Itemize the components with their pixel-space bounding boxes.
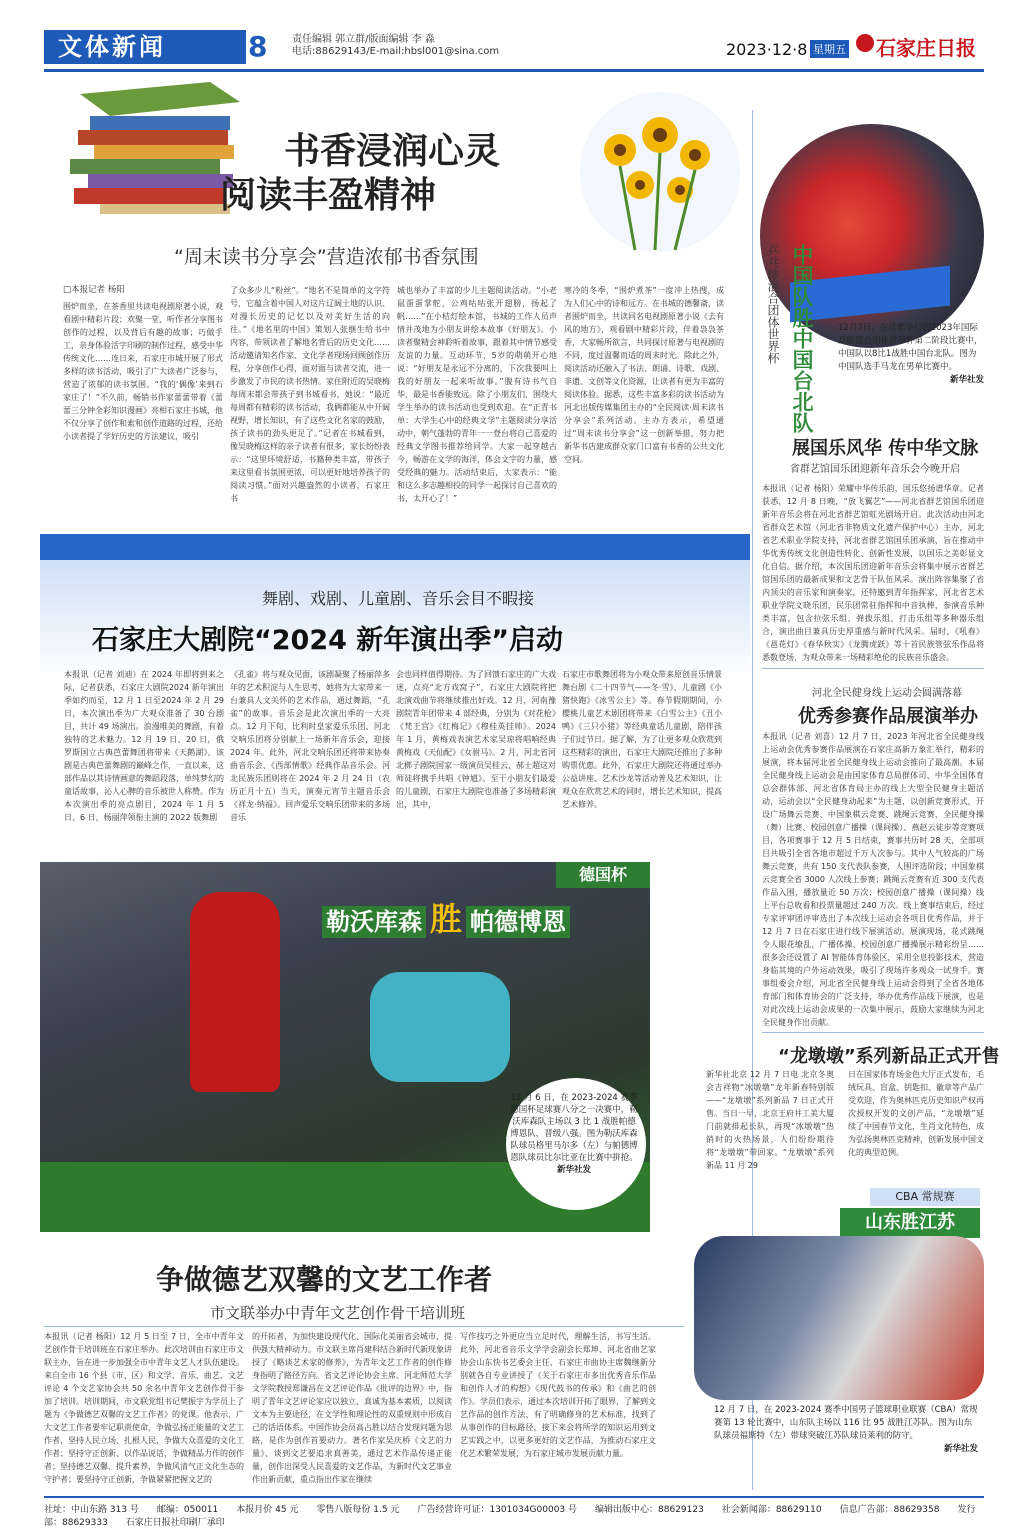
culture-headline: 争做德艺双馨的文艺工作者 [156,1263,493,1296]
art3-headline: 展国乐风华 传中华文脉 [792,438,979,459]
cba-label: CBA 常规赛 [870,1188,980,1206]
theatre-col-1: 本报讯（记者 刘迪）在 2024 年即将到来之际，记者获悉，石家庄大剧院2024 新年演出季如约而至，12 月 1 日至2024 年 2 月 29 日，本次演出季为广大观众准备了 30 台剧目，共计 49 场演出。浪漫唯美的舞剧，有着独特的艺术魅力。12 月 19 日、20 日，俄罗斯国立古典芭蕾舞团将带来《天鹅湖》，该剧是古典芭蕾舞剧的巅峰之作，一直以来，这部作品以其诗情画意的舞蹈段落，单纯梦幻的童话故事，沁人心脾的音乐被世人称赞。作为本次演出季的亮点剧目，2024 年 1 月 5 日、6 日，杨丽萍领衔主演的 2022 版舞剧 [64,670,224,822]
dragon-body-2: 日在国家体育场金色大厅正式发布，毛绒玩具、盲盒、钥匙扣、徽章等产品广受欢迎，作为奥林匹克历史知识产权再次授权开发的文创产品，“龙墩墩”延续了中国春节文化，生肖文化特色，成为弘扬奥林匹克精神，创新发展中国文化的典型范例。 [848,1070,984,1157]
article-1-col-3: 城也举办了丰富的少儿主题阅读活动。“小老鼠蛋蛋掌舵，公鸡咕咕张开翅膀，扬起了帆……”在小桔灯绘本馆，书城的工作人员声情并茂地为小朋友讲绘本故事《好朋友》。小读者聚精会神聆听着故事，跟着其中情节感受友谊的力量。互动环节，5岁的萌萌开心地说：“好朋友是永远不分离的，下次我要叫上我的好朋友一起来听故事。”腹有诗书气自华，最是书香能致远。除了小朋友们，围绕大学生举办的读书活动也受到欢迎。在“正青书单：大学生心中的经典文学”主题阅读分享活动中，朝气蓬勃的青年一一登台将自己喜爱的经典文学图书推荐给同学。大家一起穿越古今，畅游在文学的海洋，体会文字的力量，感受经典的魅力。活动结束后，大家表示：“能和这么多志趣相投的同学一起探讨自己喜欢的书，太开心了！” [397,286,557,503]
issue-date: 2023·12·8 [726,40,808,59]
page-number: 8 [248,30,268,63]
culture-col-3: 写作技巧之外更应当立足时代，理解生活，书写生活。此外，河北省音乐文学学会副会长郑坤、河北省曲艺家协会山东快书艺委会主任、石家庄市曲协主席魏继新分别就各自专业讲授了《关于石家庄市多出优秀音乐作品和创作人才的构想》《现代鼓书的传承》和《曲艺的创作》。学员们表示，通过本次培训开拓了眼界，了解到文艺作品的创作方法、有了明确修身的艺术标准，找到了从事创作的目标路径，接下来会将所学的知识运用到文艺实践之中，以更多更好的文艺作品，为推动石家庄文化艺术繁荣发展，为石家庄城市发展贡献力量。 [460,1332,656,1458]
newspaper-logo-icon [856,34,874,52]
dragon-body-1: 新华社北京 12 月 7 日电 北京冬奥会吉祥物“冰墩墩”龙年新春特别版——“龙墩墩”系列新品 7 日正式开售。当日一早，北京王府井工美大厦门前就排起长队，再现“冰墩墩”热销时的火热场景，人们纷纷期待将“龙墩墩”带回家。“龙墩墩”系列新品 11 月 29 [706,1070,834,1170]
dragon-headline: “龙墩墩”系列新品正式开售 [778,1046,1000,1067]
fitness-body: 本报讯（记者 刘喜）12 月 7 日，2023 年河北省全民健身线上运动会优秀参赛作品展演在石家庄高新万象汇举行，精彩的展演，将本届河北省全民健身线上运动会推向了最高潮。本届全民健身线上运动会是由国家体育总局群体司、中华全国体育总会群体部、河北省体育局主办的线上大型全民健身主题活动，运动会以“全民健身动起来”为主题，以创新竞赛形式，开设广场舞云竞赛、中国象棋云竞赛、跳绳云竞赛、全民健身操（舞）比赛、校园创意广播操（课间操）、燕赵云徒步等竞赛项目，各项赛事于 12 月 5 日结束，赛事共历时 28 天，全部项目共吸引全省各地市超过千万人次参与。其中人气较高的广场舞云竞赛，共有 150 支代表队参赛，人围评选阶段；中国象棋云竞赛全省 3000 人次线上参赛；跳绳云竞赛有近 300 支代表作品入围，播放量近 50 万次；校园创意广播操（课间操）线上平台总收看和投票量超过 240 万次。线上赛事结束后，经过专家评审团评审选出了本次线上运动会各项目优秀作品，并于 12 月 7 日在石家庄进行线下展演活动。展演现场，花式跳绳令人眼花缭乱，广播体操、校园创意广播操展示精彩纷呈……很多会还设置了 AI 智能体育体验区，采用全息投影技术，营造身临其境的户外运动效果，吸引了现场许多观众一试身手。赛事组委会介绍，河北省全民健身线上运动会得到了全省各地体育部门和体育协会的广泛支持，举办优秀作品线下展演，也是对此次线上运动会成果的一次集中展示，鼓励大家继续为河北全民健身作出贡献。 [762,732,984,1027]
football-label: 德国杯 [556,862,650,888]
pingpong-caption: 12月7日，在成都举行的2023年国际乒联混合团体世界杯第二阶段比赛中，中国队以8比1战胜中国台北队。图为中国队选手马龙在男单比赛中。 新华社发 [838,323,984,385]
headline-line-2: 阅读丰盈精神 [220,175,437,216]
culture-subheadline: 市文联举办中青年文艺创作骨干培训班 [210,1304,466,1322]
headline-block [220,130,560,218]
fitness-kicker: 河北全民健身线上运动会圆满落幕 [812,688,962,699]
fitness-headline: 优秀参赛作品展演举办 [798,706,978,727]
football-caption: 12 月 6 日，在 2023-2024 赛季德国杯足球赛八分之一决赛中，勒沃库森队主场以 3 比 1 战胜帕德博恩队，晋级八强。图为勒沃库森队球员格里马尔多（左）与帕德博恩队球员比尔比亚在比赛中拼抢。新华社发 [510,1093,638,1175]
article-1-col-1: 围炉而坐，在茶香里共读电视剧原著小说，观看剧中精彩片段；欢聚一堂，听作者分享图书创作的过程，以及背后有趣的故事；巧做手工，亲身体验活字印刷的制作过程，感受中华传统文化……连日来，石家庄市城开展了形式多样的读书活动，吸引了广大读者广泛参与，营造了浓郁的读书氛围。“我的‘偶像’来到石家庄了！”不久前，畅销书作家蕾蕾带着《蕾蕾三分钟全彩知识漫画》亮相石家庄书城，他不仅分享了创作和索和创作道路的过程，还给小读者提了学好历史的方法建议，吸引 [63,302,223,441]
editor-line: 责任编辑 郭立群/版面编辑 李 淼 电话:88629143/E-mail:hbsl001@sina.com [292,34,500,57]
theatre-col-2: 《孔雀》将与观众见面，该剧凝聚了杨丽萍多年的艺术积淀与人生思考，她将为大家带来一台兼具人文关怀的艺术作品，通过舞蹈，“孔雀”的故事。音乐会是此次演出季的一大亮点。12 月下旬，比利时皇家爱乐乐团、河北交响乐团将分别献上一场新年音乐会，迎接 2024 年。此外，河北交响乐团还将带来协奏曲音乐会、《西部情歌》经典作品音乐会。河北民族乐团则将在 2024 年 2 月 24 日（农历正月十五）当天，演奏元宵节主题音乐会《祥龙·纳福》。回声爱乐交响乐团带来的多场音乐 [230,670,390,822]
newspaper-logo: 石家庄日报 [876,36,976,60]
footer-imprint: 社址：中山东路 313 号 邮编：050011 本报月价 45 元 零售八版每份 1.5 元 广告经营许可证：1301034G00003 号 编辑出版中心：88629123 社会新闻部：88629110 信息广告部：88629358 发行部：88629333 石家庄日报社印刷厂承印 [44,1505,976,1528]
theatre-band [40,534,750,562]
culture-col-2: 的开拓者，为加快建设现代化、国际化美丽省会城市，提供强大精神动力。市文联主席肖建科结合新时代新现象讲授了《略谈艺术家的修养》，为青年文艺工作者的创作修身指明了路径方向。省文艺评论协会主席、河北师范大学文学院教授郑谦昌在文艺评论作品《批评的边界》中，指明了青年文艺评论家应以独立、真诚为基本素质，以阅读文本为主要途径，在文学性和理论性的双重规则中形成自己的话语体系。中国作协会员高占胜以结合发现问题为思路，是作为创作首要动力。著名作家吴庆桥《文艺的力量》、谈到文艺要追求真善美，通过艺术作品传递正能量，创作出深受人民喜爱的文艺作品，为新时代文艺事业作出新贡献，重点指出作家在继续 [252,1332,452,1484]
byline: □本报记者 杨阳 [63,285,125,295]
theatre-col-4: 石家庄市歌舞团将为小观众带来原创音乐情景舞台剧《二十四节气——冬·雪》、儿童剧《小猪快跑》《冰雪公主》等。春节假期期间，小樱桃儿童艺术剧团将带来《白雪公主》《丑小鸭》《三只小猪》等经典童话儿童剧，陪伴孩子们过节日。据了解，为了让更多观众欣赏到这些精彩的演出，石家庄大剧院还推出了多种购票优惠。此外，石家庄大剧院还将通过举办公益讲座、艺术沙龙等活动普及艺术知识，让观众在欣赏艺术的同时，增长艺术知识，提高艺术修养。 [562,670,722,809]
weekday-badge: 星期五 [810,40,849,58]
headline-line-1: 书香浸润心灵 [284,131,501,172]
art3-subheadline: 省群艺馆国乐团迎新年音乐会今晚开启 [790,464,960,475]
theatre-col-3: 会也同样值得期待。为了回馈石家庄的广大戏迷，点亮“北方戏窝子”，石家庄大剧院将把北演戏曲节将继续推出好戏。12 月，河南豫剧院青年团带来 4 部经典，分别为《对花枪》《梵王宫》《红梅记》《穆桂英挂帅》。2024 年 1 月，黄梅戏表演艺术家吴琼将唱响经典黄梅戏《天仙配》《女驸马》。2 月，河北省河北梆子剧院国家一级演员吴桂云、郝士超这对师徒将携手共唱《钟馗》。至于小朋友们最爱的儿童剧，石家庄大剧院也准备了多场精彩演出，其中， [396,670,556,809]
cba-photo [694,1236,984,1400]
sunflower-illustration [560,90,760,255]
football-headline: 勒沃库森 胜 帕德博恩 [322,894,570,940]
subheadline: “周末读书分享会”营造浓郁书香氛围 [174,246,479,268]
divider [762,1032,984,1033]
theatre-headline: 石家庄大剧院“2024 新年演出季”启动 [92,625,564,656]
footer-rule [44,1496,984,1498]
theatre-kicker: 舞剧、戏剧、儿童剧、音乐会目不暇接 [262,589,535,608]
section-title: 文体新闻 [58,33,166,61]
header-rule [44,69,984,72]
article-1-col-2: 了众多少儿“粉丝”。“地名不是简单的文字符号，它蕴含着中国人对这片辽阔土地的认识、对漫长历史的记忆以及对美好生活的向往。”《地名里的中国》策划人张继生给书中内容，带领读者了解地名背后的历史文化……活动邀请知名作家、文化学者现场回顾创作历程，分享创作心得，面对面与读者交流，进一步激发了市民的读书热情。家住附近的吴晓梅每周末都会带孩子到书城看书，她说：“最近每周都有精彩的读书活动，我俩都能从中开阔视野，增长知识，有了这些文化名家的鼓励，孩子读书的劲头更足了。”记者在书城看到，像吴晓梅这样的亲子读者有很多，家长纷纷表示：“这里环境舒适，书籍种类丰富，带孩子来这里看书氛围更浓，可以更好地培养孩子的阅读习惯。”面对兴趣盎然的小读者，石家庄书 [230,286,390,503]
cba-caption: 12 月 7 日，在 2023-2024 赛季中国男子篮球职业联赛（CBA）常规赛第 13 轮比赛中，山东队主场以 116 比 95 战胜江苏队。图为山东队球员福斯特（左）带球突破江苏队球员莱利的防守。 新华社发 [714,1405,978,1454]
culture-col-1: 本报讯（记者 杨阳）12 月 5 日至 7 日，全市中青年文艺创作骨干培训班在石家庄举办。此次培训由石家庄市文联主办，旨在进一步加强全市中青年文艺人才队伍建设。来自全市 16 个县（市、区）和文学、音乐、曲艺、文艺评论 4 个文艺家协会共 50 余名中青年文艺创作骨干参加了培训。培训期间，市文联党组书记樊振宇为学员上了题为《争做德艺双馨的文艺工作者》的党课。他表示，广大文艺工作者要牢记职责使命，争做弘扬正能量的文艺工作者，坚持人民立场、扎根人民，争做大众喜爱的文化工作者；坚持守正创新、以作品说话，争做精品力作的创作者；坚持德艺双馨、提升素养，争做风清气正文化生态的守护者；要坚持守正创新，争做紧紧把握文艺的 [44,1332,244,1484]
divider [762,668,984,669]
divider [44,1326,684,1327]
pingpong-headline: 中国队胜中国台北队 [790,244,814,433]
pingpong-kicker: 乒乓球混合团体世界杯 [766,244,780,364]
art3-body: 本报讯（记者 杨阳）荣耀中华传乐韵，国乐悠扬谱华章。记者获悉，12 月 8 日晚，“放飞翼艺”——河北省群艺馆国乐团迎新年音乐会将在河北省群艺馆虹光剧场开启。此次活动由河北省群众艺术馆（河北省非物质文化遗产保护中心）主办，河北省艺术职业学院支持，河北省群艺馆国乐团承演，旨在推动中华优秀传统文化创造性转化、创新性发展，以国乐之美彰显文化自信。据介绍，本次国乐团迎新年音乐会将集中展示省群艺馆国乐团的最新成果和文艺骨干队伍风采。演出阵容集聚了省内顶尖的音乐家和演奏家，还特邀到青年指挥家，河北省艺术职业学院文晓乐团，民乐团常驻指挥和中音执棒，参演音乐种类丰富，包含拉弦乐组、弹拨乐组、打击乐组等多种器乐组合，演出曲目兼具历史厚重感与新时代风采。届时，《吼春》《邕花灯》《春华秋实》《龙腾虎跃》等十首民族管弦乐作品将悉数登场，为观众带来一场精彩绝伦的民族音乐盛会。 [762,484,984,662]
cba-headline: 山东胜江苏 [840,1208,980,1238]
article-1-col-4: 寒冷的冬季，“围炉煮茶”一度冲上热搜，成为人们心中的诗和远方。在书城的德馨斋，读者围炉而坐，共读同名电视剧原著小说《去有风的地方》，观看剧中精彩片段，伴着袅袅茶香，大家畅所欲言，共同探讨原著与电视剧的不同，度过温馨而适的周末时光。除此之外，阅读活动还融入了书法、朗诵、诗歌、戏剧、非遗、文创等文化资源，让读者有更为丰富的阅读体验。据悉，这些丰富多彩的读书活动为河北出版传媒集团主办的“全民阅读·周末读书分享会”系列活动。主办方表示，希望通过“周末读书分享会”这一创新举措，努力把新华书店建成群众家门口富有书香的公共文化空间。 [564,286,724,464]
